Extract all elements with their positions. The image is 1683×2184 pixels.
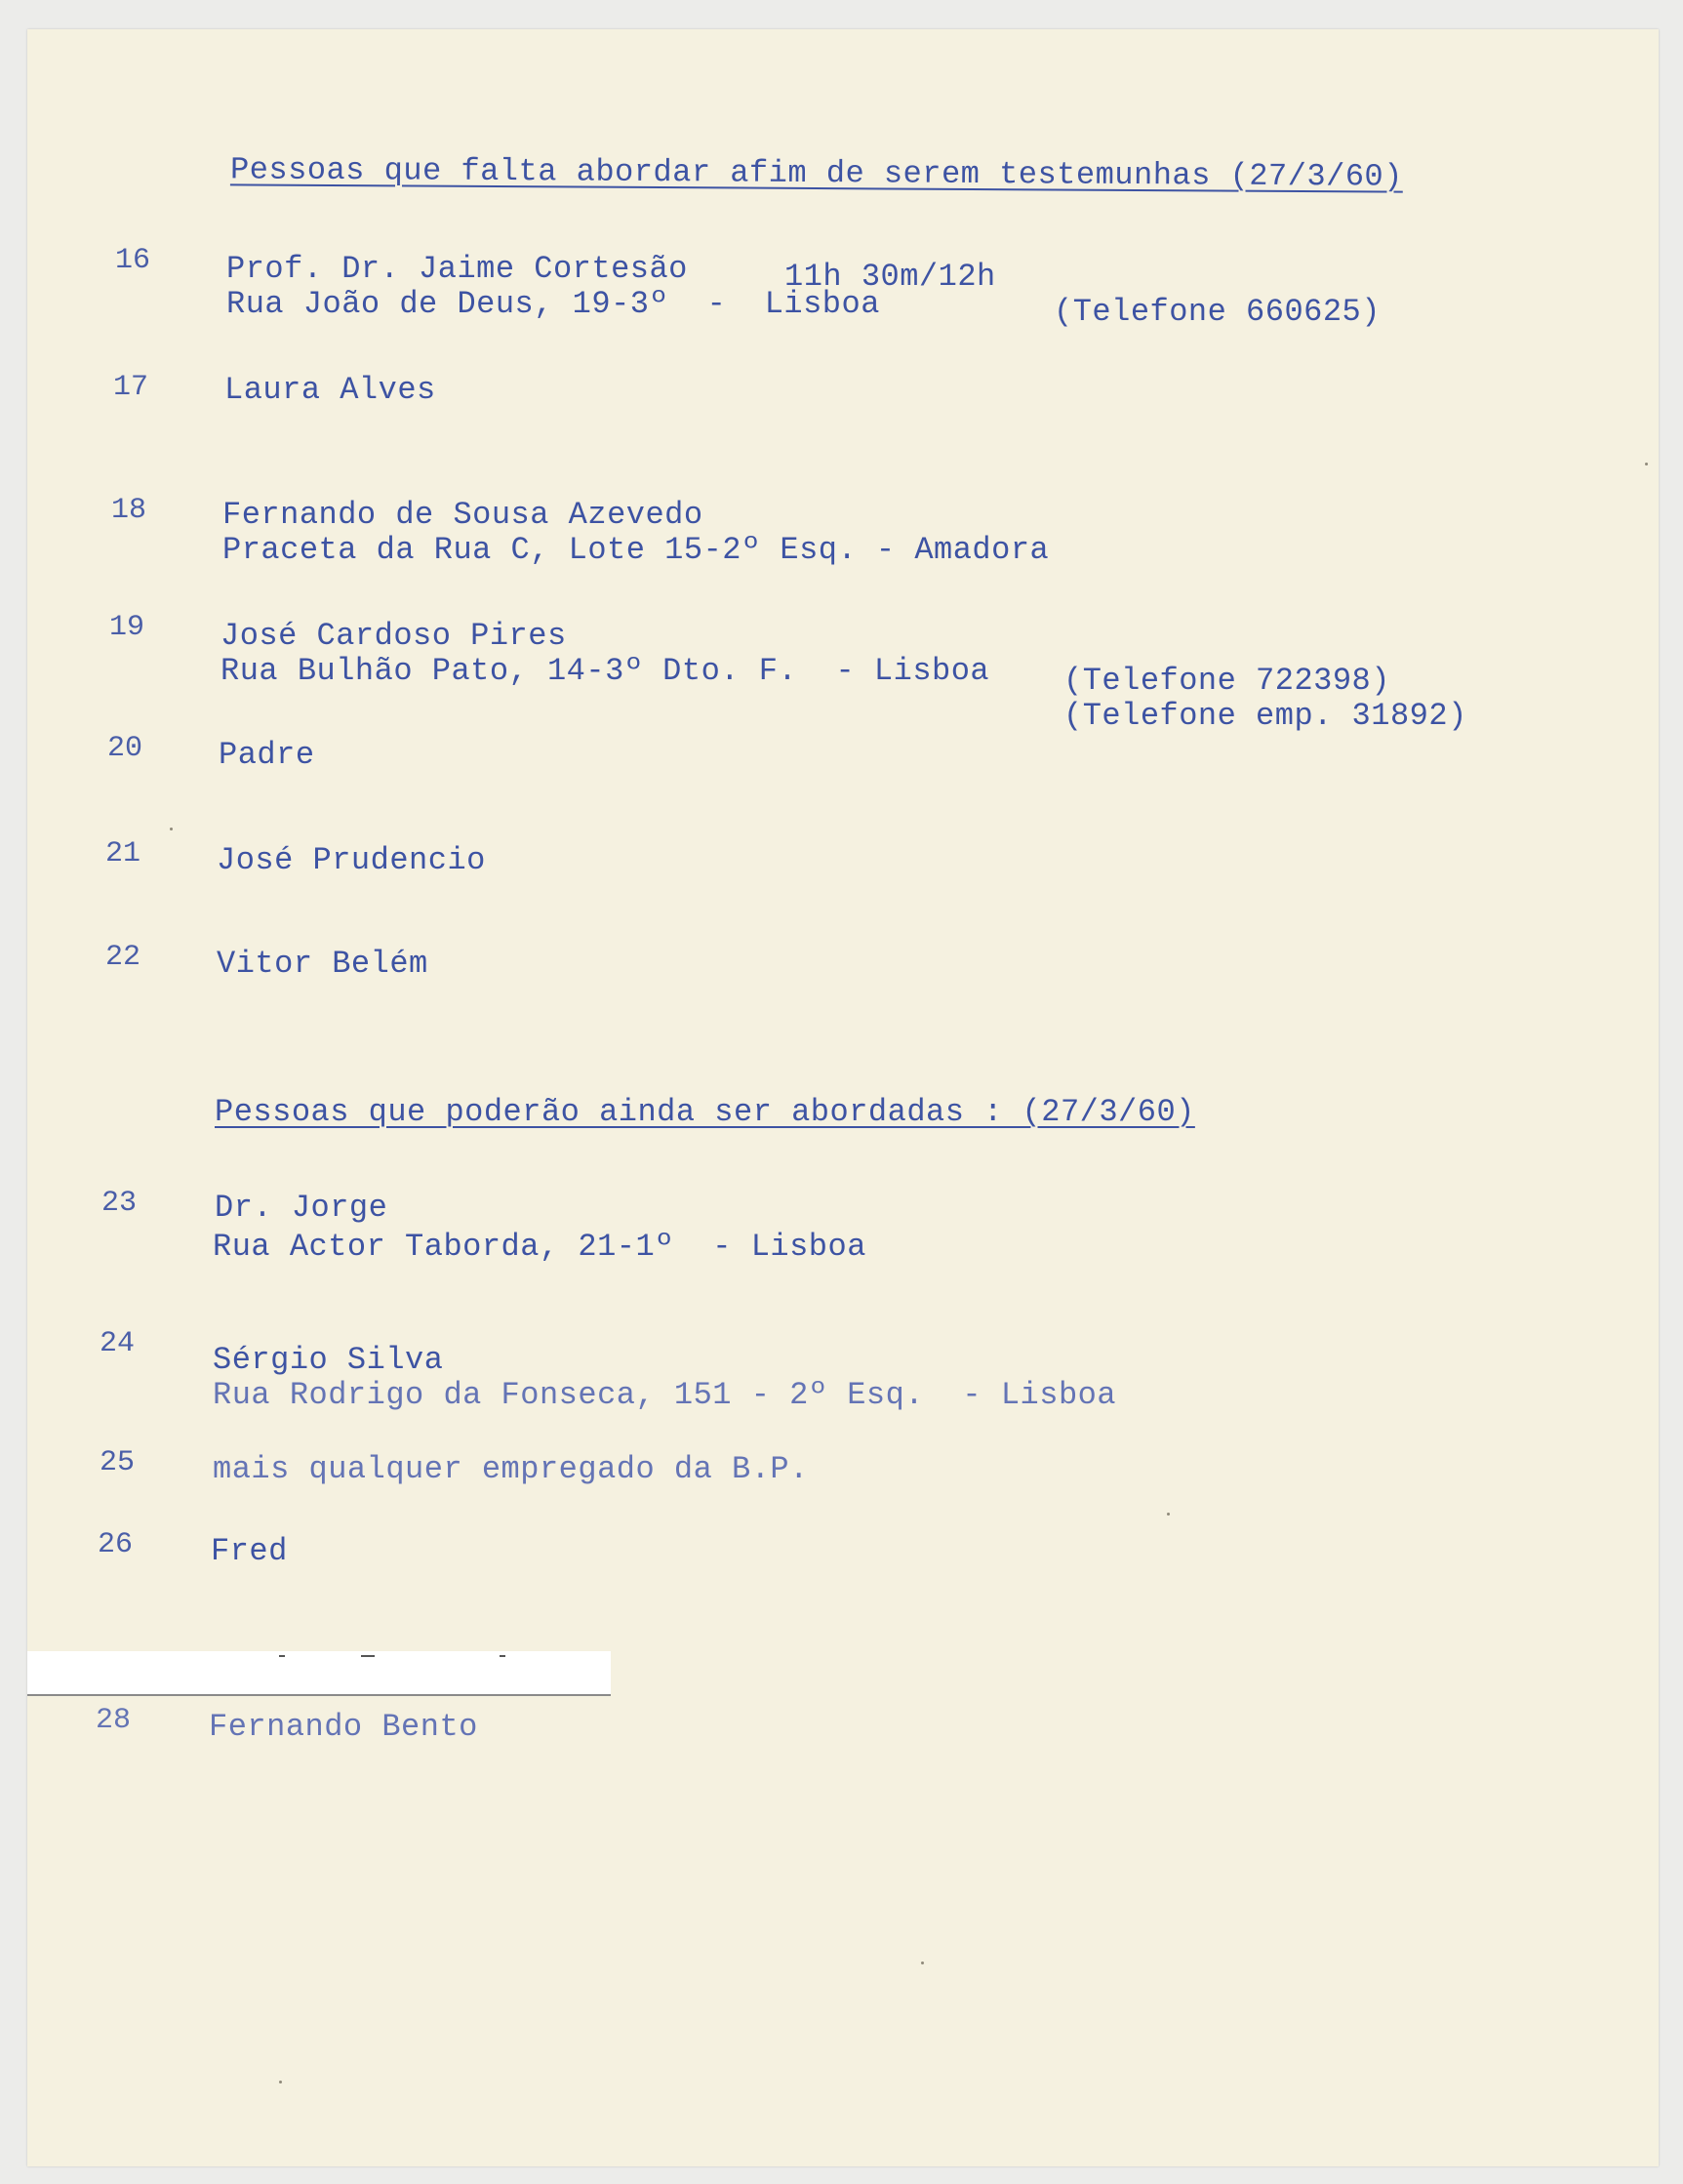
entry-number: 19 [109, 611, 145, 644]
entry-phone-work: (Telefone emp. 31892) [1063, 698, 1467, 734]
entry-name: Padre [219, 737, 315, 773]
entry-number: 25 [100, 1446, 136, 1479]
entry-number: 18 [111, 494, 147, 527]
entry-number: 20 [107, 732, 143, 765]
entry-name: Prof. Dr. Jaime Cortesão [226, 251, 688, 287]
paper-speck [170, 828, 173, 830]
entry-number: 22 [105, 941, 141, 974]
entry-number: 26 [98, 1528, 134, 1561]
document-page [27, 29, 1659, 2166]
entry-number: 23 [101, 1187, 138, 1220]
entry-address: Rua Rodrigo da Fonseca, 151 - 2º Esq. - Lisboa [213, 1377, 1117, 1413]
section-heading-witnesses: Pessoas que falta abordar afim de serem testemunhas (27/3/60) [229, 151, 1403, 195]
entry-number: 16 [115, 244, 151, 277]
entry-time: 11h 30m/12h [784, 259, 996, 295]
paper-speck [921, 1962, 924, 1964]
entry-phone: (Telefone 660625) [1054, 294, 1381, 330]
paper-speck [1167, 1513, 1170, 1516]
entry-address: Rua Bulhão Pato, 14-3º Dto. F. - Lisboa [220, 653, 990, 689]
entry-name: Vitor Belém [217, 946, 428, 982]
redaction-strip [27, 1651, 611, 1696]
entry-address: Rua João de Deus, 19-3º - Lisboa [226, 286, 880, 322]
entry-name: mais qualquer empregado da B.P. [213, 1451, 809, 1487]
entry-name: José Prudencio [217, 842, 486, 878]
entry-name: Fernando Bento [209, 1709, 478, 1745]
entry-address: Rua Actor Taborda, 21-1º - Lisboa [213, 1229, 866, 1265]
section-heading-possible: Pessoas que poderão ainda ser abordadas : (27/3/60) [215, 1094, 1195, 1130]
paper-speck [279, 2081, 282, 2083]
entry-number: 17 [113, 371, 149, 404]
entry-number: 24 [100, 1327, 136, 1360]
entry-name: Laura Alves [224, 372, 436, 408]
entry-number: 21 [105, 837, 141, 870]
entry-name: Fernando de Sousa Azevedo [222, 497, 703, 533]
paper-speck [1645, 463, 1648, 465]
entry-number: 28 [96, 1704, 132, 1737]
entry-address: Praceta da Rua C, Lote 15-2º Esq. - Amadora [222, 532, 1050, 568]
entry-phone: (Telefone 722398) [1063, 663, 1390, 699]
entry-name: José Cardoso Pires [220, 618, 567, 654]
entry-name: Sérgio Silva [213, 1342, 444, 1378]
entry-name: Fred [211, 1533, 288, 1569]
entry-name: Dr. Jorge [215, 1190, 388, 1226]
